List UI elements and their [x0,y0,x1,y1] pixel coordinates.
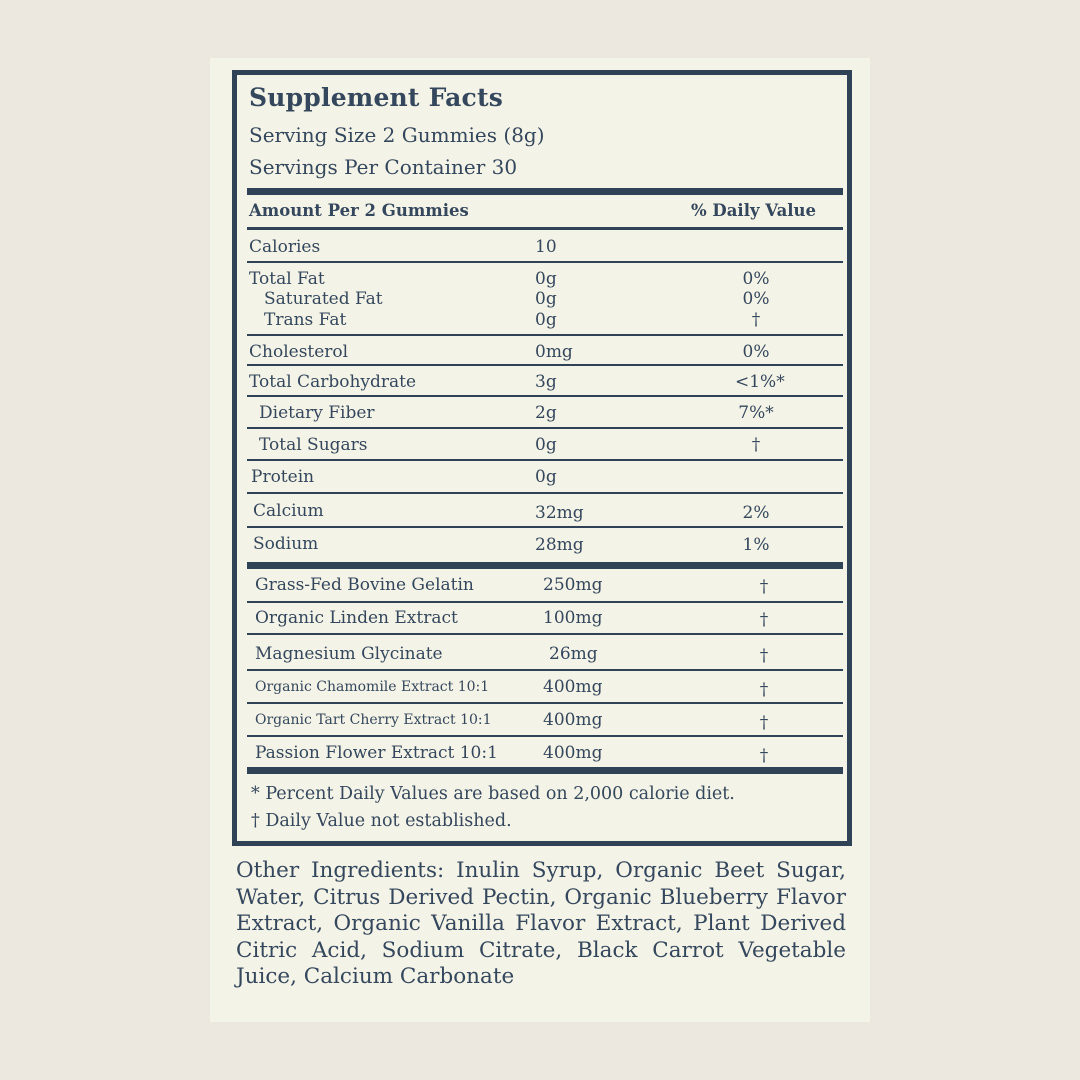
nutrient-name: Total Fat [249,269,325,289]
nutrient-name: Total Carbohydrate [249,372,417,392]
ingredient-amount: 400mg [543,743,603,763]
nutrient-name: Sodium [253,534,319,554]
nutrient-dv: 0% [742,289,770,309]
ingredient-amount: 100mg [543,608,603,628]
nutrient-name: Calories [249,237,321,257]
divider [247,364,843,366]
divider [247,459,843,461]
divider [247,395,843,397]
ingredient-dv: † [759,713,769,733]
nutrient-name: Saturated Fat [264,289,383,309]
header-amount: Amount Per 2 Gummies [249,201,469,220]
divider [247,227,843,230]
nutrient-name: Total Sugars [259,435,368,455]
header-daily-value: % Daily Value [691,201,817,220]
supplement-facts-panel [232,70,852,846]
servings-per-container: Servings Per Container 30 [249,155,518,179]
nutrient-amount: 10 [535,237,557,257]
ingredient-name: Magnesium Glycinate [255,644,443,664]
divider [247,767,843,774]
nutrient-name: Calcium [253,501,324,521]
ingredient-dv: † [759,646,769,666]
nutrient-amount: 0g [535,435,557,455]
nutrient-name: Trans Fat [264,310,347,330]
ingredient-name: Grass-Fed Bovine Gelatin [255,575,474,595]
divider [247,633,843,635]
nutrient-amount: 0mg [535,342,573,362]
ingredient-dv: † [759,577,769,597]
ingredient-dv: † [759,746,769,766]
ingredient-amount: 400mg [543,710,603,730]
nutrient-dv: † [751,310,761,330]
nutrient-dv: 1% [742,535,770,555]
divider [247,188,843,195]
divider [247,735,843,737]
divider [247,562,843,569]
ingredient-name: Organic Chamomile Extract 10:1 [255,679,490,695]
nutrient-amount: 2g [535,403,557,423]
ingredient-amount: 26mg [549,644,598,664]
footnote-percent: * Percent Daily Values are based on 2,000 calorie diet. [251,784,735,804]
nutrient-dv: 7%* [738,403,774,423]
divider [247,526,843,528]
nutrient-name: Dietary Fiber [259,403,375,423]
ingredient-name: Organic Linden Extract [255,608,458,628]
nutrient-amount: 0g [535,310,557,330]
other-ingredients [236,858,846,991]
divider [247,427,843,429]
nutrient-dv: 2% [742,503,770,523]
ingredient-amount: 400mg [543,677,603,697]
nutrient-amount: 0g [535,289,557,309]
nutrient-amount: 3g [535,372,557,392]
ingredient-name: Passion Flower Extract 10:1 [255,743,498,763]
nutrient-name: Cholesterol [249,342,349,362]
nutrient-amount: 0g [535,269,557,289]
nutrient-name: Protein [251,467,315,487]
divider [247,601,843,603]
ingredient-amount: 250mg [543,575,603,595]
ingredient-dv: † [759,610,769,630]
footnote-dagger: † Daily Value not established. [251,811,512,831]
ingredient-name: Organic Tart Cherry Extract 10:1 [255,712,492,728]
divider [247,261,843,263]
serving-size: Serving Size 2 Gummies (8g) [249,123,545,147]
nutrient-amount: 32mg [535,503,584,523]
nutrient-dv: 0% [742,269,770,289]
other-ingredients-text: Other Ingredients: Inulin Syrup, Organic Beet Sugar, Water, Citrus Derived Pectin, Organic Blueberry Flavor Extract, Organic Vanilla Flavor Extract, Plant Derived Citric Acid, Sodium Citrate, Black Carrot Vegetable Juice, Calcium Carbonate [236,858,846,989]
nutrient-dv: <1%* [735,372,785,392]
nutrient-dv: 0% [742,342,770,362]
divider [247,702,843,704]
nutrient-amount: 0g [535,467,557,487]
ingredient-dv: † [759,680,769,700]
divider [247,669,843,671]
divider [247,492,843,494]
panel-title: Supplement Facts [249,83,504,112]
nutrient-amount: 28mg [535,535,584,555]
divider [247,334,843,336]
nutrient-dv: † [751,435,761,455]
